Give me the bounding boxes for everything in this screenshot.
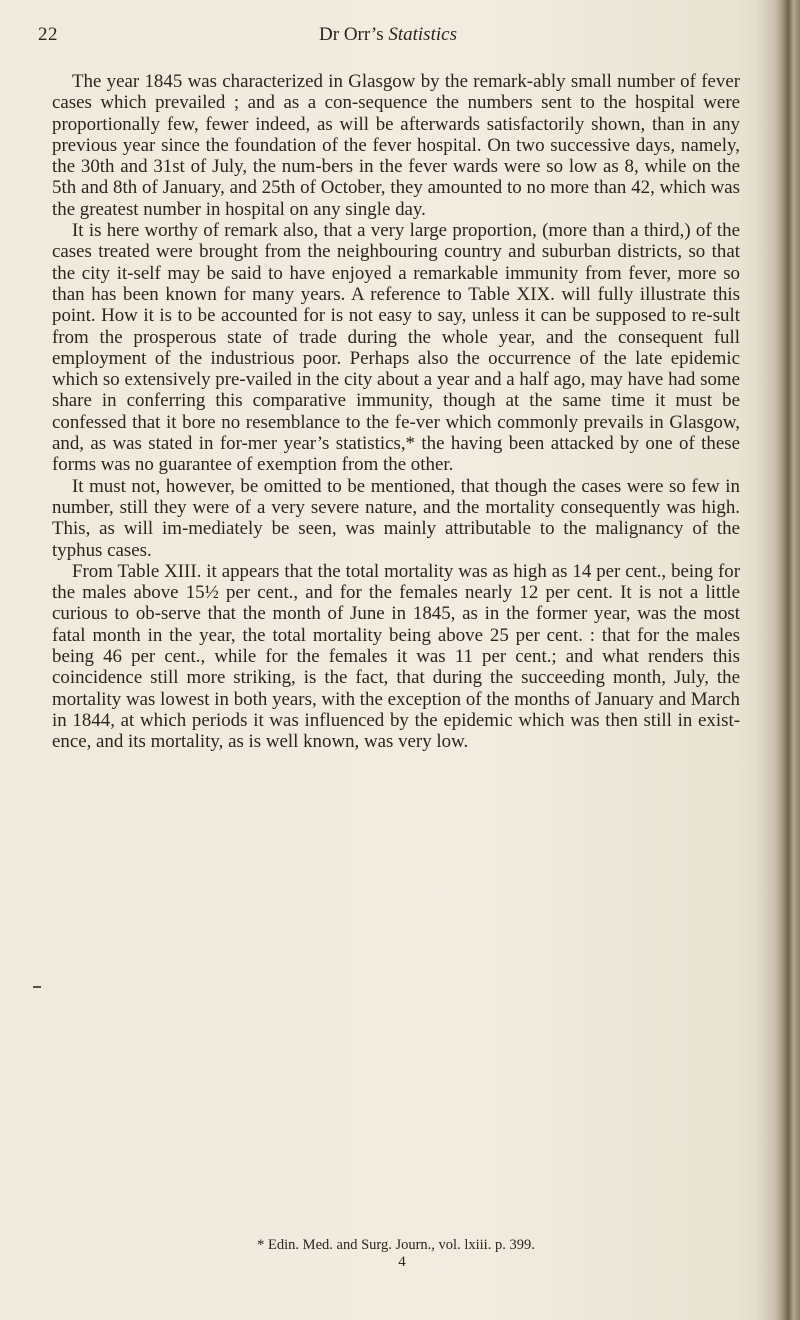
body-text — [52, 71, 740, 753]
binding-edge — [774, 0, 800, 1320]
paragraph-3: It must not, however, be omitted to be mentioned, that though the cases were so few in number, still they were of a very severe nature, and the mortality consequently was high. This, as will im-mediately be seen, was mainly attributable to the malignancy of the typhus cases. — [52, 475, 740, 561]
margin-mark — [33, 986, 41, 988]
signature-mark: 4 — [398, 1254, 406, 1270]
running-head — [38, 24, 738, 46]
running-head-author: Dr Orr’s — [319, 24, 389, 45]
paragraph-4: From Table XIII. it appears that the total mortality was as high as 14 per cent., being for the males above 15½ per cent., and for the females nearly 12 per cent. It is not a little curious to ob-serve that the month of June in 1845, as in the former year, was the most fatal month in the year, the total mortality being above 25 per cent. : that for the males being 46 per cent., while for the females it was 11 per cent.; and what renders this coincidence still more striking, is the fact, that during the succeeding month, July, the mortality was lowest in both years, with the exception of the months of January and March in 1844, at which periods it was influenced by the epidemic which was then still in exist-ence, and its mortality, as is well known, was very low. — [52, 560, 740, 753]
footnote: * Edin. Med. and Surg. Journ., vol. lxiii. p. 399. — [257, 1237, 535, 1253]
page-edge-shadow — [756, 0, 774, 1320]
page-header — [38, 24, 738, 50]
paragraph-2: It is here worthy of remark also, that a very large proportion, (more than a third,) of the cases treated were brought from the neighbouring country and suburban districts, so that the city it-self may be said to have enjoyed a remarkable immunity from fever, more so than has been known for many years. A reference to Table XIX. will fully illustrate this point. How it is to be accounted for is not easy to say, unless it can be supposed to re-sult from the prosperous state of trade during the whole year, and the consequent full employment of the industrious poor. Perhaps also the occurrence of the late epidemic which so extensively pre-vailed in the city about a year and a half ago, may have had some share in conferring this comparative immunity, though at the same time it must be confessed that it bore no resemblance to the fe-ver which commonly prevails in Glasgow, and, as was stated in for-mer year’s statistics,* the having been attacked by one of these forms was no guarantee of exemption from the other. — [52, 220, 740, 476]
paragraph-1: The year 1845 was characterized in Glasgow by the remark-ably small number of fever cases which prevailed ; and as a con-sequence the numbers sent to the hospital were proportionally few, fewer indeed, as will be afterwards satisfactorily shown, than in any previous year since the foundation of the fever hospital. On two successive days, namely, the 30th and 31st of July, the num-bers in the fever wards were so low as 8, while on the 5th and 8th of January, and 25th of October, they amounted to no more than 42, which was the greatest number in hospital on any single day. — [52, 71, 740, 220]
running-head-title: Statistics — [388, 24, 457, 45]
page-number: 22 — [38, 24, 58, 45]
